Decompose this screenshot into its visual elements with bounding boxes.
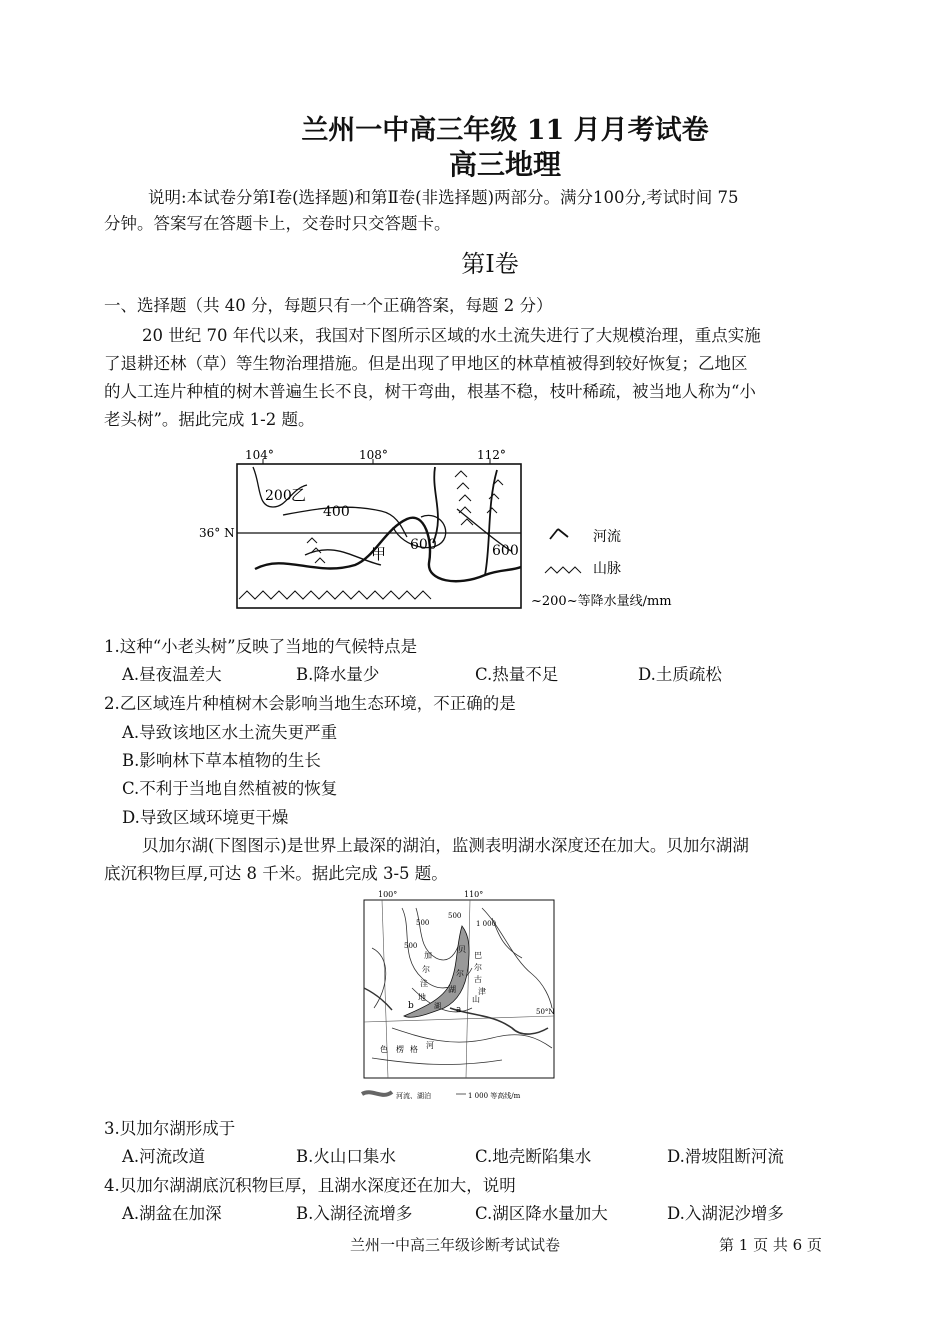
map-lake-baikal: [352, 888, 562, 1108]
map1-frame: [237, 464, 521, 608]
q3-option-b: B.火山口集水: [296, 1147, 396, 1166]
map1-legend-river: 河流: [593, 529, 621, 545]
map2-char-se: 色: [380, 1045, 388, 1054]
q2-option-c: C.不利于当地自然植被的恢复: [122, 779, 338, 798]
map2-char-jia: 加: [424, 951, 432, 960]
q1-option-a: A.昼夜温差大: [122, 665, 222, 684]
map2-contour-500-b: 500: [404, 942, 418, 950]
q4-option-d: D.入湖泥沙增多: [667, 1204, 784, 1223]
map2-char-di: 地: [418, 993, 426, 1002]
passage1-line-4: 老头树”。据此完成 1-2 题。: [104, 410, 315, 429]
map2-contour-1000: 1 000: [476, 920, 497, 928]
q3-stem: 3.贝加尔湖形成于: [104, 1119, 236, 1138]
passage2-line-2: 底沉积物巨厚,可达 8 千米。据此完成 3-5 题。: [104, 864, 448, 883]
q2-option-b: B.影响林下草本植物的生长: [122, 751, 321, 770]
map2-char-he: 河: [426, 1041, 434, 1050]
exam-subtitle: 高三地理: [448, 148, 561, 181]
passage1-line-2: 了退耕还林（草）等生物治理措施。但是出现了甲地区的林草植被得到较好恢复；乙地区: [104, 354, 748, 373]
section-title: 第Ⅰ卷: [461, 250, 519, 278]
q4-option-b: B.入湖径流增多: [296, 1204, 413, 1223]
part1-heading: 一、选择题（共 40 分，每题只有一个正确答案，每题 2 分）: [104, 296, 553, 315]
map2-char-shan: 山: [472, 995, 480, 1004]
map1-yellow-river: [255, 518, 521, 582]
map2-legend-lake: 河流、湖泊: [396, 1092, 431, 1100]
map2-lon-110: 110°: [464, 890, 484, 899]
map2-lat-50n: 50°N: [536, 1008, 555, 1016]
q3-option-d: D.滑坡阻断河流: [667, 1147, 784, 1166]
exam-title: 兰州一中高三年级 11 月月考试卷: [301, 115, 709, 146]
map2-label-a: a: [456, 1005, 462, 1015]
map2-contour-500-c: 500: [448, 912, 462, 920]
map2-char-hu-2: 湖: [448, 985, 456, 994]
map2-contour-500-a: 500: [416, 919, 430, 927]
map1-isohyet-600-b: 600: [492, 543, 519, 559]
q4-stem: 4.贝加尔湖湖底沉积物巨厚，且湖水深度还在加大，说明: [104, 1176, 516, 1195]
map2-legend-contour: 1 000 等高线/m: [468, 1092, 521, 1100]
map2-char-ba: 巴: [474, 951, 482, 960]
map2-char-er-2: 尔: [474, 963, 482, 972]
q2-option-a: A.导致该地区水土流失更严重: [122, 723, 338, 742]
map2-lon-100: 100°: [378, 890, 398, 899]
map1-lon-108: 108°: [359, 448, 388, 462]
map2-char-wa: 洼: [420, 979, 428, 988]
map1-place-yi: 乙: [291, 486, 307, 504]
q3-option-c: C.地壳断陷集水: [475, 1147, 592, 1166]
map2-char-bei: 贝: [458, 945, 466, 954]
map1-lat-36n: 36° N: [199, 526, 235, 540]
map2-label-b: b: [408, 1001, 414, 1011]
map2-char-jin: 津: [478, 987, 486, 996]
q3-option-a: A.河流改道: [122, 1147, 206, 1166]
q2-option-d: D.导致区域环境更干燥: [122, 808, 289, 827]
map1-legend-mountain: 山脉: [593, 561, 621, 577]
map1-legend-isohyet: ~200~等降水量线/mm: [531, 594, 672, 609]
footer-page-number: 第 1 页 共 6 页: [719, 1236, 822, 1254]
q4-option-c: C.湖区降水量加大: [475, 1204, 608, 1223]
map1-lon-104: 104°: [245, 448, 274, 462]
q1-option-b: B.降水量少: [296, 665, 380, 684]
q1-option-c: C.热量不足: [475, 665, 559, 684]
passage2-line-1: 贝加尔湖(下图图示)是世界上最深的湖泊，监测表明湖水深度还在加大。贝加尔湖湖: [142, 836, 749, 855]
intro-line-1: 说明:本试卷分第Ⅰ卷(选择题)和第Ⅱ卷(非选择题)两部分。满分100分,考试时间 75: [148, 188, 739, 207]
map2-char-leng: 楞: [396, 1045, 404, 1054]
map1-lon-112: 112°: [477, 448, 506, 462]
map1-isohyet-600-a: 600: [410, 537, 437, 553]
map1-place-jia: 甲: [371, 545, 387, 563]
map2-char-hu: 湖: [434, 1002, 441, 1010]
map2-char-gu: 古: [474, 975, 482, 984]
map1-isohyet-400: 400: [323, 504, 350, 520]
passage1-line-1: 20 世纪 70 年代以来，我国对下图所示区域的水土流失进行了大规模治理，重点实施: [142, 326, 761, 345]
map-loess-plateau: [195, 445, 725, 615]
intro-line-2: 分钟。答案写在答题卡上，交卷时只交答题卡。: [104, 214, 451, 233]
q1-stem: 1.这种“小老头树”反映了当地的气候特点是: [104, 637, 418, 656]
map1-isohyet-200: 200: [265, 488, 292, 504]
map2-char-ge: 格: [410, 1045, 418, 1054]
map2-char-er-3: 尔: [456, 969, 464, 978]
q2-stem: 2.乙区域连片种植树木会影响当地生态环境，不正确的是: [104, 694, 516, 713]
passage1-line-3: 的人工连片种植的树木普遍生长不良，树干弯曲，根基不稳，枝叶稀疏，被当地人称为“小: [104, 382, 756, 401]
map2-char-er: 尔: [422, 965, 430, 974]
q1-option-d: D.土质疏松: [638, 665, 722, 684]
footer-exam-name: 兰州一中高三年级诊断考试试卷: [350, 1236, 561, 1254]
q4-option-a: A.湖盆在加深: [122, 1204, 222, 1223]
